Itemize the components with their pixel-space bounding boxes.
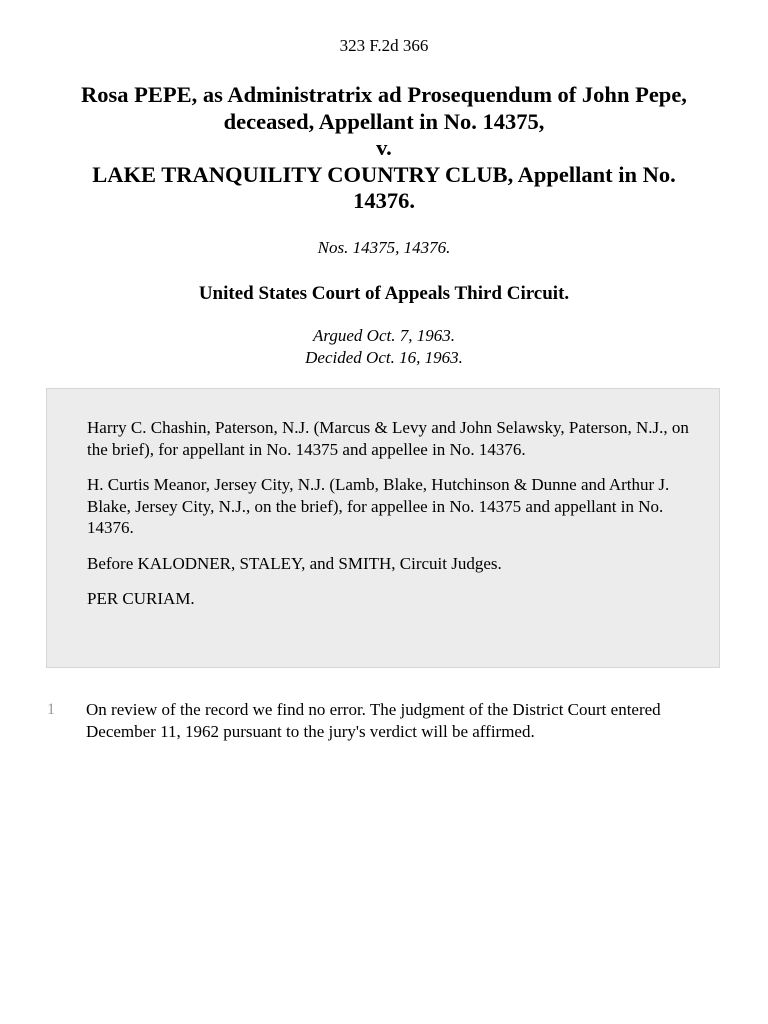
decided-date: Decided Oct. 16, 1963. [305,348,463,367]
court-name: United States Court of Appeals Third Circuit. [198,283,570,304]
case-title-line: Rosa PEPE, as Administratrix ad Prosequendum of John Pepe, [81,82,687,107]
bench-judges: Before KALODNER, STALEY, and SMITH, Circuit Judges. [87,553,502,573]
counsel-appellant: Harry C. Chashin, Paterson, N.J. (Marcus & Levy and John Selawsky, Paterson, N.J., on the brief), for appellant in No. 14375 and appellee in No. 14376. [87,418,689,459]
counsel-panel [46,388,720,668]
case-dates [0,325,768,369]
paragraph-text: On review of the record we find no error. The judgment of the District Court entered December 11, 1962 pursuant to the jury's verdict will be affirmed. [86,700,661,741]
case-title [40,82,728,215]
counsel-appellee: H. Curtis Meanor, Jersey City, N.J. (Lamb, Blake, Hutchinson & Dunne and Arthur J. Blake, Jersey City, N.J., on the brief), for appellee in No. 14375 and appellant in No. 14376. [87,475,670,537]
paragraph-number: 1 [47,701,55,718]
case-title-line: 14376. [353,188,415,213]
case-title-line: LAKE TRANQUILITY COUNTRY CLUB, Appellant in No. [92,161,676,187]
case-title-versus: v. [376,135,392,160]
argued-date: Argued Oct. 7, 1963. [313,326,455,345]
case-title-line: deceased, Appellant in No. 14375, [223,108,545,134]
case-citation: 323 F.2d 366 [339,36,429,55]
docket-numbers: Nos. 14375, 14376. [317,238,451,257]
per-curiam-label: PER CURIAM. [87,589,195,608]
